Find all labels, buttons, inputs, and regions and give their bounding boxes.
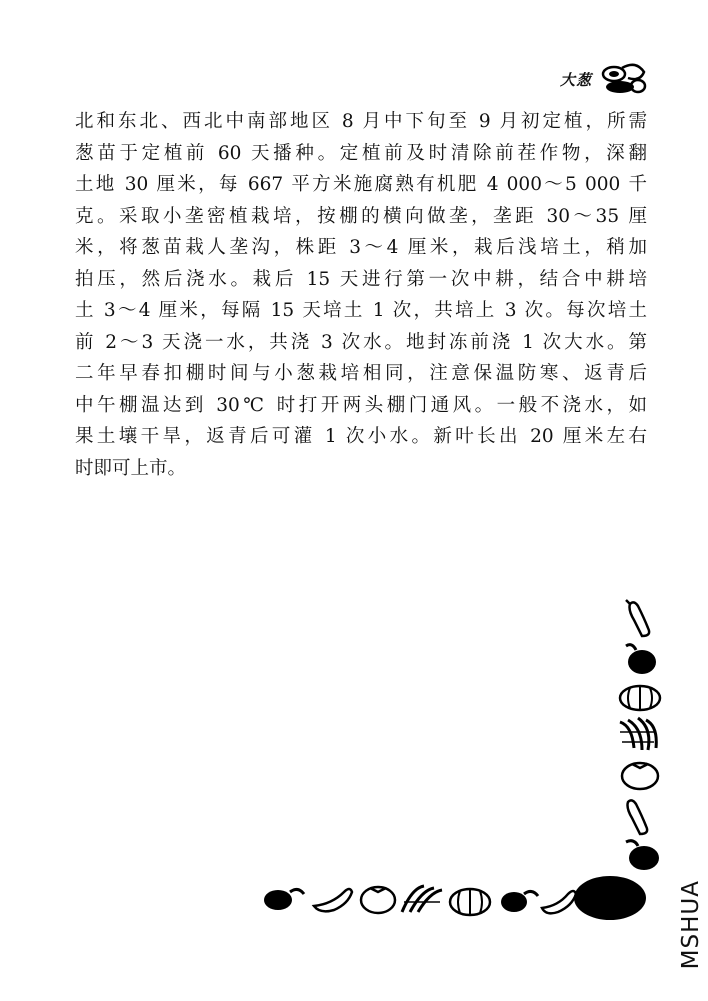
text-line: 前 2～3 天浇一水，共浇 3 次水。地封冻前浇 1 次大水。第 [75, 331, 647, 353]
tomato-icon [622, 763, 658, 789]
side-vegetable-strip [612, 598, 668, 873]
cucumber-icon [542, 891, 576, 913]
cucumber-icon [626, 600, 649, 636]
eggplant-icon [501, 891, 538, 912]
text-line: 中午棚温达到 30℃ 时打开两头棚门通风。一般不浇水，如 [75, 394, 647, 416]
greens-icon [620, 718, 656, 750]
text-line: 二年早春扣棚时间与小葱栽培相同，注意保温防寒、返青后 [75, 363, 647, 384]
cucumber-icon [314, 889, 352, 911]
text-line: 米，将葱苗栽人垄沟，株距 3～4 厘米，栽后浅培土，稍加 [75, 237, 647, 258]
page-number-badge [574, 876, 646, 920]
eggplant-icon [626, 841, 659, 870]
vegetable-cluster-icon [600, 62, 648, 96]
text-line: 葱苗于定植前 60 天播种。定植前及时清除前茬作物，深翻 [75, 142, 647, 164]
greens-icon [402, 886, 442, 912]
watermark: MSHUA [678, 880, 704, 970]
eggplant-icon [264, 889, 304, 910]
tomato-icon [361, 887, 395, 913]
text-line: 土地 30 厘米，每 667 平方米施腐熟有机肥 4 000～5 000 千 [75, 174, 647, 195]
text-line: 克。采取小垄密植栽培，按棚的横向做垄，垄距 30～35 厘 [75, 205, 647, 227]
text-line: 果土壤干旱，返青后可灌 1 次小水。新叶长出 20 厘米左右 [75, 426, 647, 447]
body-text [75, 106, 647, 484]
eggplant-icon [626, 645, 656, 674]
text-line: 土 3～4 厘米，每隔 15 天培土 1 次，共培上 3 次。每次培土 [75, 300, 647, 321]
pumpkin-icon [450, 889, 490, 915]
pumpkin-icon [620, 686, 660, 710]
cucumber-icon [628, 800, 648, 834]
header-title: 大葱 [559, 70, 592, 89]
running-header [560, 62, 648, 96]
text-line: 北和东北、西北中南部地区 8 月中下旬至 9 月初定植，所需 [75, 111, 647, 132]
text-line: 拍压，然后浇水。栽后 15 天进行第一次中耕，结合中耕培 [75, 268, 647, 290]
text-line: 时即可上市。 [75, 457, 187, 479]
